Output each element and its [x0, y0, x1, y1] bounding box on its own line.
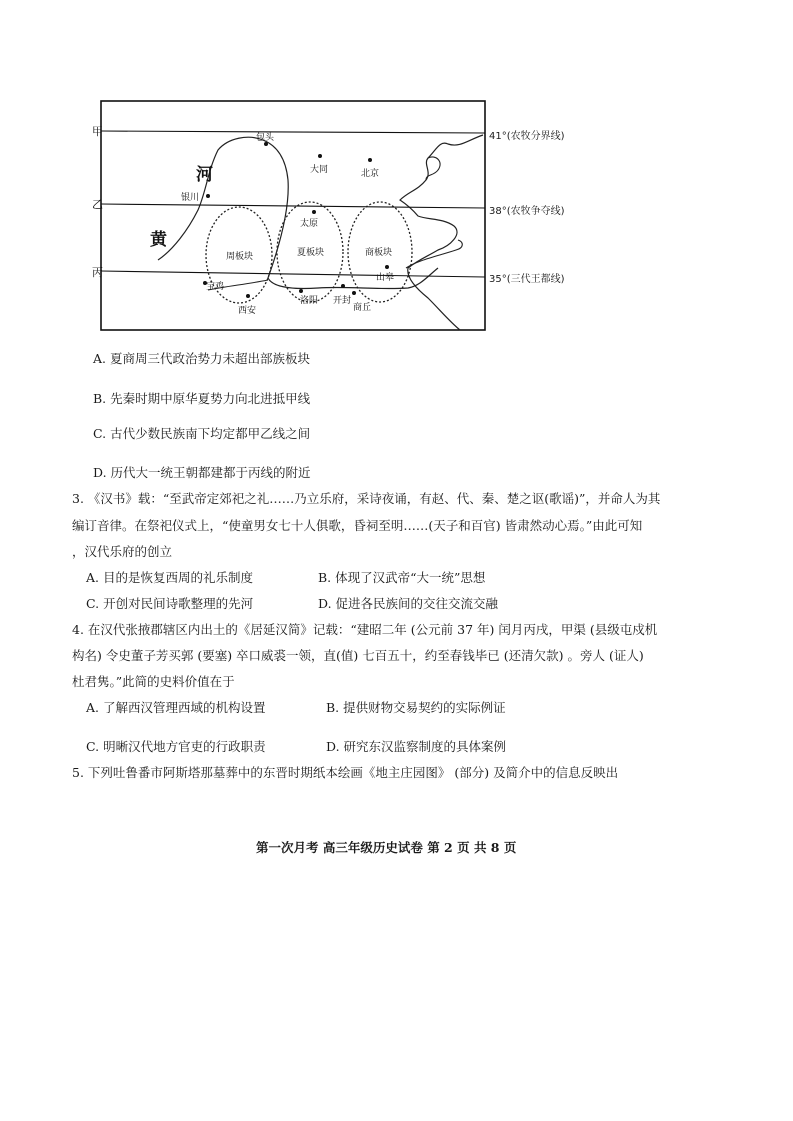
q4-option-a: A. 了解西汉管理西域的机构设置 — [86, 700, 266, 715]
block-label-zhou: 周板块 — [226, 252, 254, 262]
river-label-huang: 黄 — [150, 230, 167, 250]
q4-stem-line1: 4. 在汉代张掖郡辖区内出土的《居延汉简》记载：“建昭二年 (公元前 37 年) 闰月丙戌，甲渠 (县级屯戍机 — [72, 622, 658, 637]
q3-stem-line2: 编订音律。在祭祀仪式上，“使童男女七十人俱歌，昏祠至明……(天子和百官) 皆肃然动心焉。”由此可知 — [72, 518, 643, 533]
q4-option-d: D. 研究东汉监察制度的具体案例 — [326, 739, 507, 754]
map-left-label-yi: 乙 — [92, 198, 103, 211]
map-left-label-bing: 丙 — [92, 266, 103, 279]
city-label-luoyang: 洛阳 — [300, 296, 319, 306]
q2-option-a: A. 夏商周三代政治势力未超出部族板块 — [93, 351, 310, 366]
city-dot-taiyuan — [312, 210, 316, 214]
city-dot-shanqiu — [385, 265, 389, 269]
q3-stem-line1: 3. 《汉书》载：“至武帝定郊祀之礼……乃立乐府，采诗夜诵，有赵、代、秦、楚之讴(歌谣)”，并命人为其 — [72, 491, 661, 506]
line-label-jia: 41°(农牧分界线) — [489, 131, 565, 142]
block-label-shang: 商板块 — [365, 248, 393, 258]
q3-option-c: C. 开创对民间诗歌整理的先河 — [86, 596, 254, 611]
line-label-bing: 35°(三代王都线) — [489, 274, 565, 285]
city-label-taiyuan: 太原 — [300, 219, 319, 229]
city-dot-datong — [318, 154, 322, 158]
city-dot-xian — [246, 294, 250, 298]
q4-option-b: B. 提供财物交易契约的实际例证 — [326, 700, 506, 715]
city-dot-kaifeng — [341, 284, 345, 288]
city-label-beijing: 北京 — [361, 169, 380, 179]
city-label-kaifeng: 开封 — [333, 296, 352, 306]
city-dot-luoyang — [299, 289, 303, 293]
q2-option-d: D. 历代大一统王朝都建都于丙线的附近 — [93, 465, 311, 480]
page-footer: 第一次月考 高三年级历史试卷 第 2 页 共 8 页 — [256, 840, 517, 855]
city-dot-shangqiu — [352, 291, 356, 295]
q3-option-a: A. 目的是恢复西周的礼乐制度 — [86, 570, 253, 585]
block-label-xia: 夏板块 — [297, 248, 325, 258]
line-label-yi: 38°(农牧争夺线) — [489, 206, 565, 217]
map-left-label-jia: 甲 — [92, 125, 103, 138]
city-label-baoji: 宝鸡 — [206, 282, 225, 292]
q3-option-b: B. 体现了汉武帝“大一统”思想 — [318, 570, 486, 585]
river-label-he: 河 — [196, 165, 213, 185]
city-dot-beijing — [368, 158, 372, 162]
q3-stem-line3: ，汉代乐府的创立 — [72, 544, 173, 559]
q4-option-c: C. 明晰汉代地方官吏的行政职责 — [86, 739, 266, 754]
q4-stem-line3: 杜君隽。”此简的史料价值在于 — [72, 674, 235, 689]
city-dot-yinchuan — [206, 194, 210, 198]
city-label-shangqiu: 商丘 — [353, 303, 372, 313]
q4-stem-line2: 构名) 令史董子芳买郭 (要塞) 卒口威裘一领，直(值) 七百五十，约至春钱毕已 (还清欠款) 。旁人 (证人) — [72, 648, 644, 663]
city-label-shanqiu: 山皋 — [376, 273, 395, 283]
q2-option-b: B. 先秦时期中原华夏势力向北进抵甲线 — [93, 391, 311, 406]
q2-option-c: C. 古代少数民族南下均定都甲乙线之间 — [93, 426, 311, 441]
city-label-yinchuan: 银川 — [181, 193, 200, 203]
city-label-xian: 西安 — [238, 306, 257, 316]
q3-option-d: D. 促进各民族间的交往交流交融 — [318, 596, 499, 611]
city-label-baotou: 包头 — [256, 133, 275, 143]
q5-stem-line1: 5. 下列吐鲁番市阿斯塔那墓葬中的东晋时期纸本绘画《地主庄园图》 (部分) 及简介中的信息反映出 — [72, 765, 619, 780]
city-label-datong: 大同 — [310, 165, 329, 175]
history-map — [88, 100, 498, 332]
